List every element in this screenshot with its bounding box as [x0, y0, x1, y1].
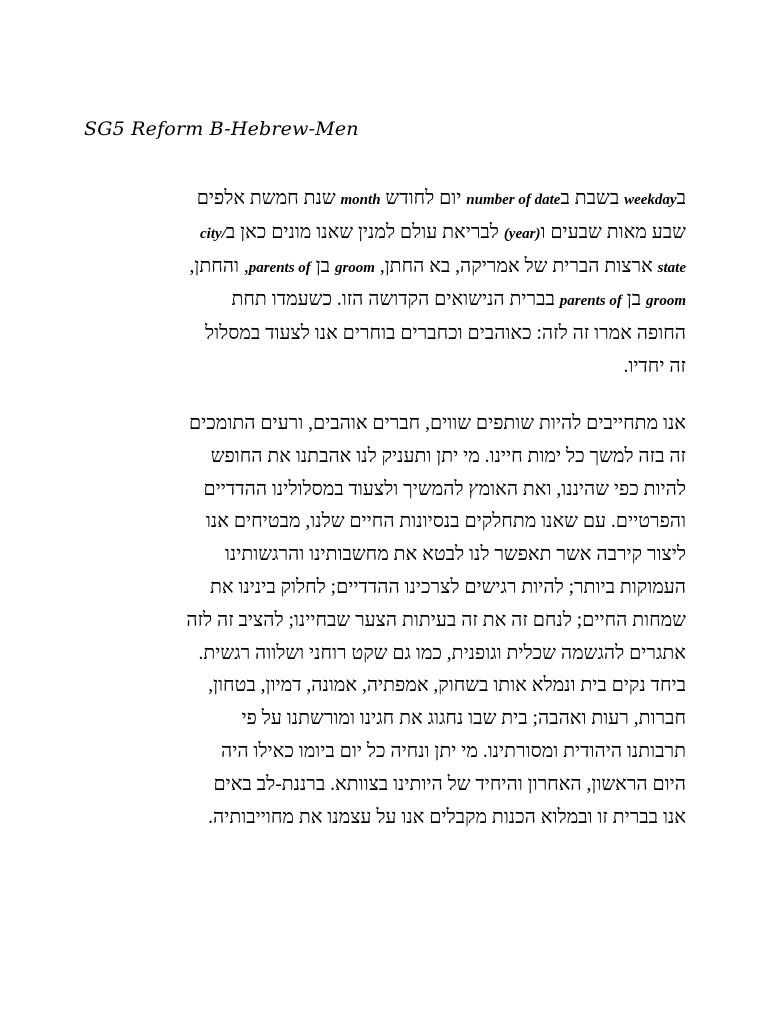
text-segment: בברית הנישואים הקדושה הזו. כשעמדו תחת — [231, 289, 560, 311]
text-segment: אנו בברית זו ובמלוא הכנות מקבלים אנו על עצמנו את מחוייבותיה. — [208, 806, 686, 828]
text-segment: שבע מאות שבעים ו — [540, 221, 686, 243]
text-segment: אנו מתחייבים להיות שותפים שווים, חברים אוהבים, ורעים התומכים — [188, 413, 686, 434]
text-segment: בן — [310, 255, 335, 277]
placeholder-field: groom — [334, 259, 375, 276]
text-segment: שמחות החיים; לנחם זה את זה בעיתות הצער שבחיינו; להציב זה לזה — [186, 609, 686, 631]
placeholder-field: state — [657, 259, 686, 276]
text-segment: להיות כפי שהיננו, ואת האומץ להמשיך ולצעוד במסלולינו ההדדיים — [203, 478, 686, 500]
text-segment: זה בזה למשך כל ימות חיינו. מי יתן ותעניק לנו אהבתנו את החופש — [210, 445, 686, 467]
text-segment: שנת חמשת אלפים — [196, 188, 341, 209]
paragraph-2 — [100, 408, 686, 834]
text-segment: ביחד נקים בית ונמלא אותו בשחוק, אמפתיה, אמונה, דמיון, בטחון, — [208, 675, 686, 697]
placeholder-field: parents of — [559, 293, 622, 310]
text-line — [100, 441, 686, 474]
text-line — [100, 769, 686, 802]
text-segment: זה יחדיו. — [623, 355, 686, 377]
placeholder-field: (year) — [503, 225, 541, 242]
placeholder-field: number of date — [466, 192, 561, 208]
text-line — [100, 408, 686, 441]
text-line — [100, 474, 686, 507]
text-line — [100, 251, 686, 285]
text-line — [100, 351, 686, 384]
placeholder-field: city/ — [200, 225, 226, 242]
text-segment: היום הראשון, האחרון והיחיד של היותינו בצוותא. ברננת-לב באים — [213, 773, 686, 795]
placeholder-field: month — [340, 192, 381, 208]
text-segment: העמוקות ביותר; להיות רגישים לצרכינו ההדדיים; לחלוק בינינו את — [209, 576, 686, 598]
text-line — [100, 703, 686, 736]
text-segment: תרבותנו היהודית ומסורתינו. מי יתן ונחיה כל יום ביומו כאילו היה — [221, 740, 686, 762]
text-segment: ארצות הברית של אמריקה, בא החתן, — [374, 255, 658, 277]
text-segment: , והחתן, — [189, 255, 249, 277]
text-line — [100, 736, 686, 769]
text-line — [100, 284, 686, 318]
text-line — [100, 572, 686, 605]
text-segment: חברות, רעות ואהבה; בית שבו נחגוג את חגינו ומורשתנו על פי — [241, 708, 686, 730]
text-line — [100, 638, 686, 671]
text-segment: ב — [676, 188, 686, 209]
document-title: SG5 Reform B-Hebrew-Men — [84, 118, 359, 140]
text-segment: בשבת ב — [560, 188, 625, 209]
text-segment: החופה אמרו זה לזה: כאוהבים וכחברים בוחרים אנו לצעוד במסלול — [204, 323, 686, 345]
text-segment: בן — [621, 289, 646, 311]
text-line — [100, 506, 686, 539]
placeholder-field: parents of — [248, 259, 311, 276]
paragraph-1 — [100, 183, 686, 384]
text-segment: אתגרים להגשמה שכלית וגופנית, כמו גם שקט רוחני ושלווה רגשית. — [198, 642, 686, 664]
text-line — [100, 670, 686, 703]
text-segment: יום לחודש — [380, 188, 467, 209]
text-line — [100, 539, 686, 572]
text-line — [100, 802, 686, 835]
placeholder-field: weekday — [624, 192, 677, 208]
text-line — [100, 605, 686, 638]
text-line — [100, 217, 686, 251]
text-segment: ליצור קירבה אשר תאפשר לנו לבטא את מחשבותינו והרגשותינו — [224, 544, 686, 566]
placeholder-field: groom — [645, 293, 686, 310]
text-line — [100, 318, 686, 351]
text-segment: והפרטיים. עם שאנו מתחלקים בנסיונות החיים שלנו, מבטיחים אנו — [205, 511, 686, 533]
text-line — [100, 183, 686, 217]
text-segment: לבריאת עולם למנין שאנו מונים כאן ב — [225, 221, 504, 243]
